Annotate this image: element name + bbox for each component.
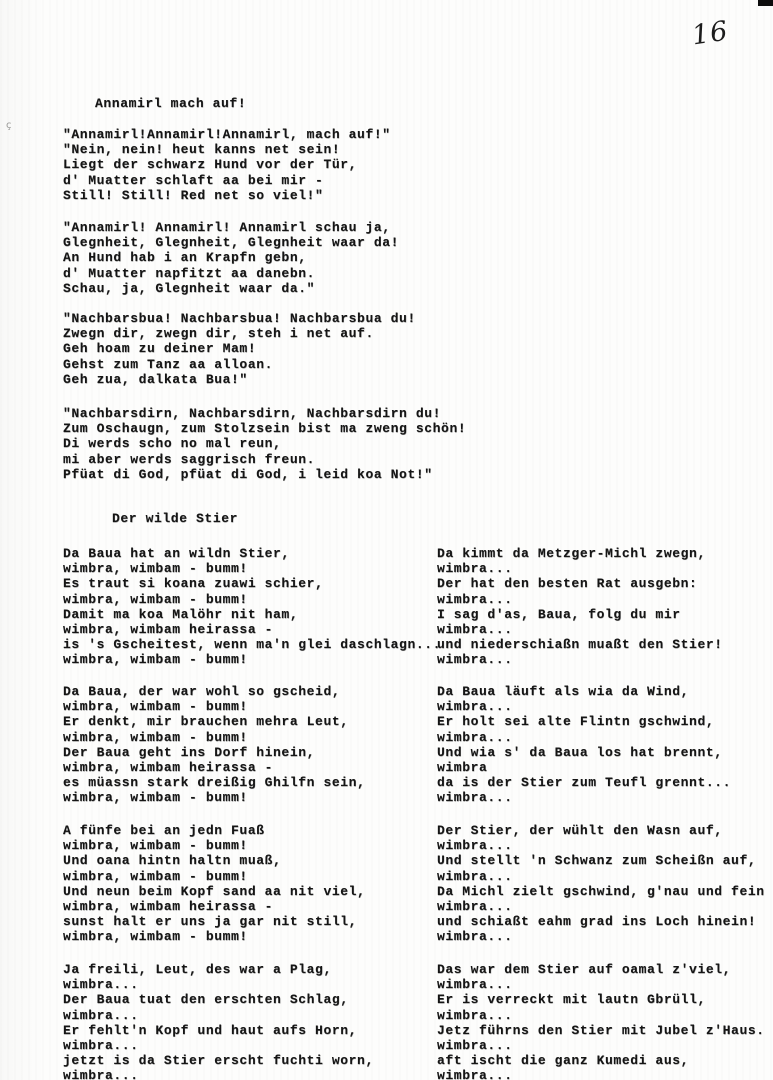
lyric-line: wimbra... — [63, 1037, 139, 1053]
song2-right-stanza-2 — [437, 684, 731, 806]
lyric-line: Geh zua, dalkata Bua!" — [63, 371, 248, 387]
song1-stanza-3 — [63, 311, 416, 387]
song2-right-stanza-3 — [437, 823, 765, 945]
lyric-line: jetzt is da Stier erscht fuchti worn, — [63, 1053, 374, 1069]
lyric-line: sunst halt er uns ja gar nit still, — [63, 914, 358, 930]
lyric-line: und schiaßt eahm grad ins Loch hinein! — [437, 914, 757, 930]
lyric-line: Der Baua tuat den erschten Schlag, — [63, 992, 349, 1008]
song2-left-stanza-4 — [63, 962, 374, 1080]
lyric-line: wimbra, wimbam - bumm! — [63, 699, 248, 715]
lyric-line: Gehst zum Tanz aa alloan. — [63, 356, 274, 372]
scan-edge-mark — [758, 0, 773, 6]
lyric-line: Er is verreckt mit lautn Gbrüll, — [437, 992, 706, 1008]
lyric-line: wimbra, wimbam heirassa - — [63, 621, 274, 637]
song2-title: Der wilde Stier — [112, 511, 239, 526]
song2-left-stanza-3 — [63, 823, 365, 945]
lyric-line: Damit ma koa Malöhr nit ham, — [63, 606, 299, 622]
lyric-line: "Nein, nein! heut kanns net sein! — [63, 142, 341, 158]
lyric-line: Das war dem Stier auf oamal z'viel, — [437, 962, 732, 977]
lyric-line: Und stellt 'n Schwanz zum Scheißn auf, — [437, 853, 757, 869]
song1-stanza-4 — [63, 406, 466, 482]
lyric-line: "Annamirl! Annamirl! Annamirl schau ja, — [63, 220, 391, 235]
lyric-line: wimbra... — [437, 1007, 513, 1023]
margin-scan-artifact: ç — [6, 120, 12, 131]
lyric-line: Der hat den besten Rat ausgebn: — [437, 576, 698, 592]
lyric-line: Und wia s' da Baua los hat brennt, — [437, 744, 723, 760]
lyric-line: Jetz führns den Stier mit Jubel z'Haus. — [437, 1022, 765, 1038]
lyric-line: wimbra, wimbam - bumm! — [63, 561, 248, 577]
lyric-line: A fünfe bei an jedn Fuaß — [63, 823, 265, 838]
lyric-line: da is der Stier zum Teufl grennt... — [437, 775, 732, 791]
lyric-line: wimbra... — [437, 838, 513, 854]
lyric-line: Da Baua, der war wohl so gscheid, — [63, 684, 341, 699]
lyric-line: Da Baua läuft als wia da Wind, — [437, 684, 690, 699]
lyric-line: Und oana hintn haltn muaß, — [63, 853, 282, 869]
lyric-line: wimbra... — [63, 1007, 139, 1023]
lyric-line: I sag d'as, Baua, folg du mir — [437, 606, 681, 622]
song2-left-stanza-2 — [63, 684, 365, 806]
lyric-line: Ja freili, Leut, des war a Plag, — [63, 962, 332, 977]
page-number-handwritten: 16 — [690, 15, 731, 52]
lyric-line: Er holt sei alte Flintn gschwind, — [437, 714, 715, 730]
lyric-line: wimbra... — [437, 1037, 513, 1053]
lyric-line: Glegnheit, Glegnheit, Glegnheit waar da! — [63, 235, 400, 251]
lyric-line: wimbra, wimbam - bumm! — [63, 838, 248, 854]
lyric-line: Es traut si koana zuawi schier, — [63, 576, 324, 592]
lyric-line: wimbra... — [437, 790, 513, 806]
lyric-line: wimbra... — [437, 729, 513, 745]
lyric-line: Er fehlt'n Kopf und haut aufs Horn, — [63, 1022, 358, 1038]
lyric-line: wimbra... — [437, 561, 513, 577]
lyric-line: An Hund hab i an Krapfn gebn, — [63, 250, 307, 266]
lyric-line: Still! Still! Red net so viel!" — [63, 187, 324, 203]
lyric-line: Di werds scho no mal reun, — [63, 436, 282, 452]
lyric-line: wimbra... — [437, 977, 513, 993]
song1-stanza-2 — [63, 220, 399, 296]
lyric-line: wimbra, wimbam - bumm! — [63, 868, 248, 884]
lyric-line: wimbra, wimbam - bumm! — [63, 729, 248, 745]
song1-title: Annamirl mach auf! — [95, 96, 247, 111]
lyric-line: d' Muatter schlaft aa bei mir - — [63, 172, 324, 188]
lyric-line: wimbra... — [63, 977, 139, 993]
lyric-line: Er denkt, mir brauchen mehra Leut, — [63, 714, 349, 730]
lyric-line: wimbra — [437, 759, 488, 775]
lyric-line: wimbra... — [437, 591, 513, 607]
lyric-line: Liegt der schwarz Hund vor der Tür, — [63, 157, 358, 173]
lyric-line: Der Baua geht ins Dorf hinein, — [63, 744, 316, 760]
lyric-line: mi aber werds saggrisch freun. — [63, 451, 316, 467]
lyric-line: wimbra... — [437, 1068, 513, 1080]
lyric-line: und niederschiaßn muaßt den Stier! — [437, 637, 723, 653]
lyric-line: "Annamirl!Annamirl!Annamirl, mach auf!" — [63, 127, 391, 142]
lyric-line: Und neun beim Kopf sand aa nit viel, — [63, 883, 366, 899]
song2-right-stanza-1 — [437, 546, 723, 668]
lyric-line: is 's Gscheitest, wenn ma'n glei daschlagn... — [63, 637, 442, 653]
lyric-line: wimbra... — [63, 1068, 139, 1080]
song2-right-stanza-4 — [437, 962, 765, 1080]
lyric-line: "Nachbarsbua! Nachbarsbua! Nachbarsbua du! — [63, 311, 416, 326]
lyric-line: Schau, ja, Glegnheit waar da." — [63, 280, 316, 296]
lyric-line: Zwegn dir, zwegn dir, steh i net auf. — [63, 326, 374, 342]
lyric-line: wimbra... — [437, 898, 513, 914]
lyric-line: wimbra... — [437, 699, 513, 715]
lyric-line: wimbra... — [437, 652, 513, 668]
lyric-line: wimbra, wimbam heirassa - — [63, 898, 274, 914]
lyric-line: wimbra... — [437, 929, 513, 945]
lyric-line: Zum Oschaugn, zum Stolzsein bist ma zweng schön! — [63, 421, 467, 437]
lyric-line: wimbra, wimbam - bumm! — [63, 591, 248, 607]
lyric-line: es müassn stark dreißig Ghilfn sein, — [63, 775, 366, 791]
lyric-line: Geh hoam zu deiner Mam! — [63, 341, 257, 357]
lyric-line: Der Stier, der wühlt den Wasn auf, — [437, 823, 723, 838]
lyric-line: wimbra, wimbam - bumm! — [63, 790, 248, 806]
lyric-line: aft ischt die ganz Kumedi aus, — [437, 1053, 690, 1069]
lyric-line: Pfüat di God, pfüat di God, i leid koa Not!" — [63, 466, 433, 482]
lyric-line: "Nachbarsdirn, Nachbarsdirn, Nachbarsdirn du! — [63, 406, 442, 421]
lyric-line: wimbra, wimbam - bumm! — [63, 652, 248, 668]
lyric-line: wimbra... — [437, 621, 513, 637]
song1-stanza-1 — [63, 127, 391, 203]
lyric-line: d' Muatter napfitzt aa danebn. — [63, 265, 316, 281]
lyric-line: Da Baua hat an wildn Stier, — [63, 546, 290, 561]
lyric-line: Da Michl zielt gschwind, g'nau und fein — [437, 883, 765, 899]
lyric-line: wimbra... — [437, 868, 513, 884]
lyric-line: wimbra, wimbam - bumm! — [63, 929, 248, 945]
song2-left-stanza-1 — [63, 546, 441, 668]
lyric-line: Da kimmt da Metzger-Michl zwegn, — [437, 546, 706, 561]
lyric-line: wimbra, wimbam heirassa - — [63, 759, 274, 775]
